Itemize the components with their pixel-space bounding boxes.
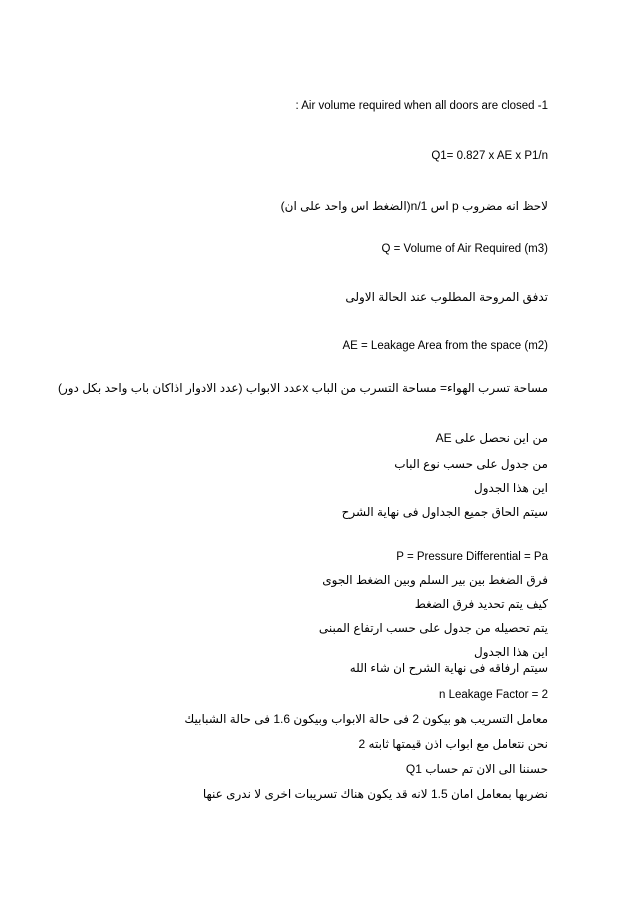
note-n-values: معامل التسريب هو بيكون 2 فى حالة الابواب وبيكون 1.6 فى حالة الشبابيك	[184, 712, 548, 726]
note-n-doors: نحن نتعامل مع ابواب اذن قيمتها ثابته 2	[358, 737, 548, 751]
note-power: لاحظ انه مضروب p اس n/1(الضغط اس واحد على ان)	[280, 199, 548, 213]
note-ae-area: مساحة تسرب الهواء= مساحة التسرب من الباب xعدد الابواب (عدد الادوار اذاكان باب واحد بكل دور)	[57, 381, 548, 395]
note-p: فرق الضغط بين بير السلم وبين الضغط الجوى	[322, 573, 548, 587]
formula-q1: Q1= 0.827 x AE x P1/n	[431, 150, 548, 162]
definition-q: Q = Volume of Air Required (m3)	[381, 243, 548, 255]
question-table-location-1: اين هذا الجدول	[474, 481, 548, 495]
answer-tables-appendix: سيتم الحاق جميع الجداول فى نهاية الشرح	[341, 505, 548, 519]
note-q: تدفق المروحة المطلوب عند الحالة الاولى	[345, 290, 548, 304]
heading-air-volume: : Air volume required when all doors are closed -1	[295, 100, 548, 112]
answer-ae-table: من جدول على حسب نوع الباب	[394, 457, 548, 471]
question-table-location-2: اين هذا الجدول	[474, 645, 548, 659]
note-q1-done: حسننا الى الان تم حساب Q1	[405, 762, 548, 776]
answer-appendix-2: سيتم ارفاقه فى نهاية الشرح ان شاء الله	[349, 661, 548, 675]
definition-ae: AE = Leakage Area from the space (m2)	[342, 340, 548, 352]
note-safety-factor: نضربها بمعامل امان 1.5 لانه قد يكون هناك تسريبات اخرى لا ندرى عنها	[202, 787, 548, 801]
answer-pressure-table: يتم تحصيله من جدول على حسب ارتفاع المبنى	[318, 621, 548, 635]
definition-p: P = Pressure Differential = Pa	[396, 551, 548, 563]
question-ae-source: من اين نحصل على AE	[435, 431, 548, 445]
question-pressure: كيف يتم تحديد فرق الضغط	[414, 597, 548, 611]
definition-n: n Leakage Factor = 2	[438, 689, 548, 701]
